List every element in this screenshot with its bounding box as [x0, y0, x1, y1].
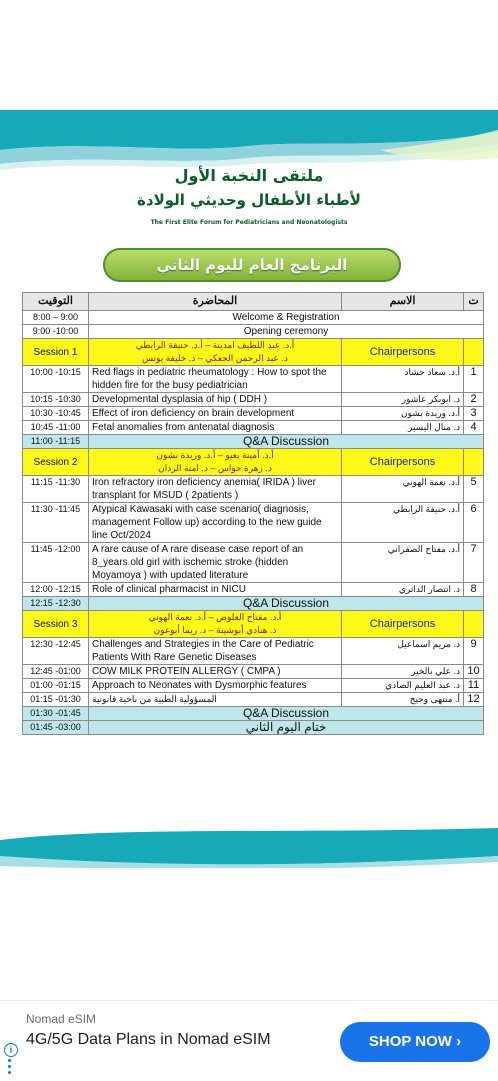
chairs-line: أ.د. عبد اللطيف امدينة – أ.د. حنيفة الرابطي: [135, 340, 295, 350]
time-cell: 12:30 -12:45: [23, 638, 89, 665]
info-icon[interactable]: i: [4, 1043, 18, 1057]
day-title-text: البرنامج العام لليوم الثاني: [156, 256, 348, 274]
header-time: التوقيت: [23, 293, 89, 311]
qa-discussion: Q&A Discussion: [89, 435, 484, 449]
time-cell: 01:45 -03:00: [23, 721, 89, 735]
session-row: [23, 611, 484, 638]
time-cell: 10:30 -10:45: [23, 407, 89, 421]
table-row: [23, 393, 484, 407]
lecture-cell: Challenges and Strategies in the Care of Pediatric Patients With Rare Genetic Diseases: [89, 638, 342, 665]
time-cell: 10:00 -10:15: [23, 366, 89, 393]
qa-discussion: Q&A Discussion: [89, 597, 484, 611]
footer-wave: [0, 826, 498, 868]
speaker-cell: د. عبد العليم الصادي: [342, 679, 464, 693]
table-row: [23, 583, 484, 597]
num-cell: 3: [464, 407, 484, 421]
session-row: [23, 449, 484, 476]
time-cell: 11:45 -12:00: [23, 543, 89, 583]
lecture-cell: المسؤولية الطبية من ناحية قانونية: [89, 693, 342, 707]
speaker-cell: أ.د. حنيفة الرابطي: [342, 503, 464, 543]
session-label: Session 2: [23, 449, 89, 476]
table-row: [23, 693, 484, 707]
session-chairs: [89, 611, 342, 638]
time-cell: 11:15 -11:30: [23, 476, 89, 503]
speaker-cell: د. مريم اسماعيل: [342, 638, 464, 665]
time-cell: 12:15 -12:30: [23, 597, 89, 611]
table-header-row: [23, 293, 484, 311]
speaker-cell: أ.د. مفتاح الصفراني: [342, 543, 464, 583]
table-row: [23, 638, 484, 665]
session-chairs: [89, 449, 342, 476]
qa-row: [23, 435, 484, 449]
speaker-cell: أ. منتهى وجيج: [342, 693, 464, 707]
num-cell: 2: [464, 393, 484, 407]
lecture-cell: Iron refractory iron deficiency anemia( IRIDA ) liver transplant for MSUD ( 2patients ): [89, 476, 342, 503]
time-cell: 12:45 -01:00: [23, 665, 89, 679]
session-chairs: [89, 339, 342, 366]
table-row: [23, 366, 484, 393]
table-row: [23, 407, 484, 421]
table-row: [23, 476, 484, 503]
num-cell: 11: [464, 679, 484, 693]
speaker-cell: أ.د. نعمة الهوني: [342, 476, 464, 503]
lecture-cell: Effect of iron deficiency on brain development: [89, 407, 342, 421]
lecture-cell: Opening ceremony: [89, 325, 484, 339]
num-cell: 6: [464, 503, 484, 543]
num-cell: 7: [464, 543, 484, 583]
speaker-cell: د. انتصار الداثري: [342, 583, 464, 597]
lecture-cell: Developmental dysplasia of hip ( DDH ): [89, 393, 342, 407]
speaker-cell: د. علي بالخير: [342, 665, 464, 679]
chairs-line: أ.د. أمينة يعيو – أ.د. وريدة بشون: [156, 450, 274, 460]
ad-brand: Nomad eSIM: [26, 1012, 97, 1026]
header-lecture: المحاضرة: [89, 293, 342, 311]
qa-row: [23, 707, 484, 721]
day-title-pill: [103, 248, 401, 282]
speaker-cell: د. منال اليسير: [342, 421, 464, 435]
program-table: [22, 292, 484, 735]
header-name: الاسم: [342, 293, 464, 311]
closing-text: ختام اليوم الثاني: [89, 721, 484, 735]
num-cell: 1: [464, 366, 484, 393]
session-label: Session 1: [23, 339, 89, 366]
time-cell: 8:00 – 9:00: [23, 311, 89, 325]
ad-headline[interactable]: 4G/5G Data Plans in Nomad eSIM: [26, 1031, 271, 1048]
lecture-cell: Red flags in pediatric rheumatology : How to spot the hidden fire for the busy pediatrician: [89, 366, 342, 393]
chairs-line: د. زهرة حواس – د. امنة الردان: [158, 463, 272, 473]
qa-discussion: Q&A Discussion: [89, 707, 484, 721]
num-cell: 9: [464, 638, 484, 665]
time-cell: 01:30 -01:45: [23, 707, 89, 721]
closing-row: [23, 721, 484, 735]
forum-title-arabic-line1: ملتقى النخبة الأول: [174, 166, 324, 185]
time-cell: 12:00 -12:15: [23, 583, 89, 597]
table-row: [23, 543, 484, 583]
time-cell: 9:00 -10:00: [23, 325, 89, 339]
num-cell: 10: [464, 665, 484, 679]
chairs-line: د. عبد الرحمن الجعكي – د. خليفة يونس: [142, 353, 288, 363]
num-cell: 12: [464, 693, 484, 707]
lecture-cell: Approach to Neonates with Dysmorphic features: [89, 679, 342, 693]
time-cell: 11:00 -11:15: [23, 435, 89, 449]
num-cell: 4: [464, 421, 484, 435]
chairpersons-label: Chairpersons: [342, 339, 464, 366]
header-banner: [0, 110, 498, 260]
speaker-cell: أ.د. وريدة بشون: [342, 407, 464, 421]
top-whitespace: [0, 0, 498, 110]
lecture-cell: Atypical Kawasaki with case scenario( diagnosis, management Follow up) according to the new guide line Oct/2024: [89, 503, 342, 543]
speaker-cell: د. ابوبكر عاشور: [342, 393, 464, 407]
shop-now-button[interactable]: SHOP NOW ›: [340, 1022, 490, 1062]
forum-title-english: The First Elite Forum for Pediatricians and Neonatologists: [150, 219, 348, 226]
chairpersons-label: Chairpersons: [342, 449, 464, 476]
speaker-cell: أ.د. سعاد حشاد: [342, 366, 464, 393]
time-cell: 01:15 -01:30: [23, 693, 89, 707]
lecture-cell: Fetal anomalies from antenatal diagnosis: [89, 421, 342, 435]
num-cell: 5: [464, 476, 484, 503]
banner-waves: [0, 110, 498, 260]
chairs-line: أ.د. مفتاح العلوص – أ.د. نعمة الهوني: [148, 612, 282, 622]
time-cell: 10:15 -10:30: [23, 393, 89, 407]
session-row: [23, 339, 484, 366]
header-num: ت: [464, 293, 484, 311]
table-row: [23, 325, 484, 339]
more-options-icon[interactable]: [8, 1059, 12, 1077]
lecture-cell: A rare cause of A rare disease case report of an 8_years old girl with ischemic stroke (hidden Moyamoya ) with updated literature: [89, 543, 342, 583]
lecture-cell: Welcome & Registration: [89, 311, 484, 325]
forum-title-arabic-line2: لأطباء الأطفال وحديثي الولادة: [137, 191, 361, 209]
ad-banner[interactable]: [0, 1000, 498, 1081]
lecture-cell: Role of clinical pharmacist in NICU: [89, 583, 342, 597]
table-row: [23, 665, 484, 679]
table-row: [23, 679, 484, 693]
table-row: [23, 503, 484, 543]
time-cell: 11:30 -11:45: [23, 503, 89, 543]
lecture-cell: COW MILK PROTEIN ALLERGY ( CMPA ): [89, 665, 342, 679]
session-label: Session 3: [23, 611, 89, 638]
qa-row: [23, 597, 484, 611]
num-cell: 8: [464, 583, 484, 597]
time-cell: 10:45 -11:00: [23, 421, 89, 435]
table-row: [23, 311, 484, 325]
chairs-line: د. هنادي أبوشينة – د. ريما أبوعون: [153, 625, 277, 635]
chairpersons-label: Chairpersons: [342, 611, 464, 638]
time-cell: 01:00 -01:15: [23, 679, 89, 693]
table-row: [23, 421, 484, 435]
